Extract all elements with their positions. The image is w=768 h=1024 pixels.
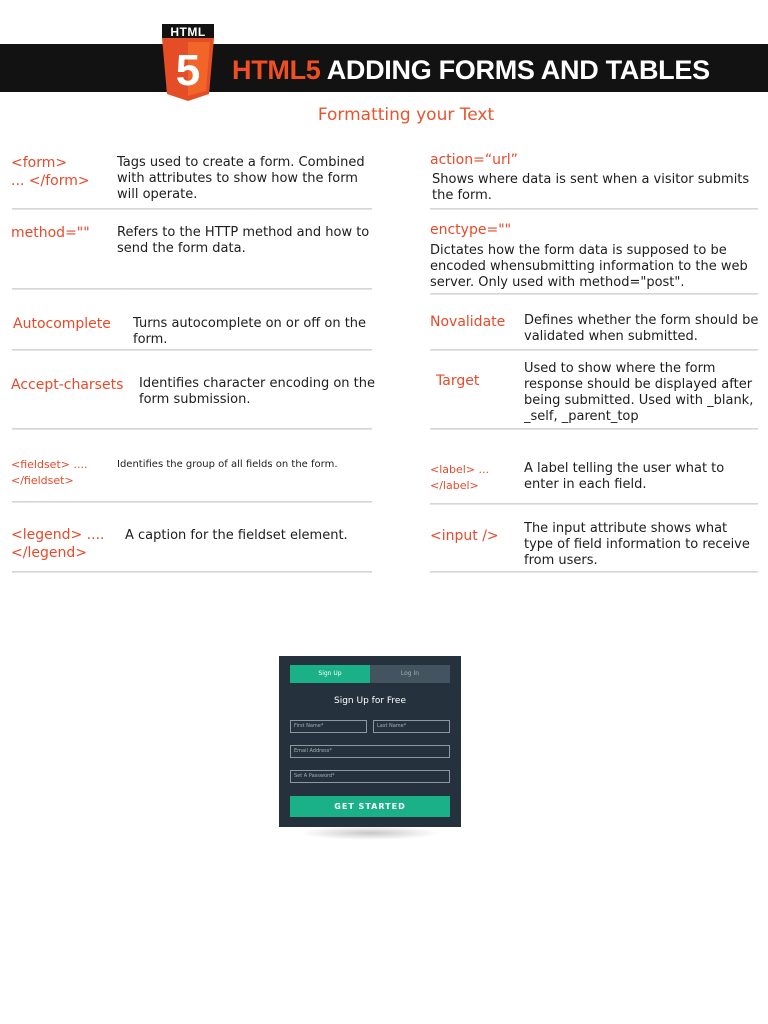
entry-description: Turns autocomplete on or off on the form. bbox=[133, 316, 367, 347]
entry-description: A caption for the fieldset element. bbox=[125, 528, 348, 543]
divider bbox=[12, 349, 372, 351]
entry-term: Autocomplete bbox=[13, 316, 111, 332]
entry-term: Target bbox=[436, 373, 480, 389]
divider bbox=[430, 293, 758, 295]
widget-shadow bbox=[300, 826, 440, 840]
entry-description: Refers to the HTTP method and how to send the form data. bbox=[117, 225, 370, 256]
entry-term: enctype="" bbox=[430, 222, 512, 238]
divider bbox=[12, 501, 372, 503]
signup-heading: Sign Up for Free bbox=[334, 696, 406, 706]
entry-description: Dictates how the form data is supposed to be encoded whensubmitting information to the web server. Only used with method="post". bbox=[430, 243, 748, 290]
divider bbox=[430, 349, 758, 351]
entry-description: A label telling the user what to enter in each field. bbox=[524, 461, 725, 492]
title-rest: ADDING FORMS AND TABLES bbox=[320, 55, 710, 85]
entry-term: <label> ... </label> bbox=[430, 463, 490, 492]
divider bbox=[430, 571, 758, 573]
entry-term: action=“url” bbox=[430, 152, 518, 168]
entry-description: Identifies character encoding on the form submission. bbox=[139, 376, 375, 407]
last-name-field[interactable]: Last Name* bbox=[373, 720, 450, 733]
divider bbox=[430, 428, 758, 430]
entry-term: <form> ... </form> bbox=[11, 155, 90, 189]
entry-term: method="" bbox=[11, 225, 90, 241]
divider bbox=[12, 208, 372, 210]
entry-term: Accept-charsets bbox=[11, 377, 124, 393]
entry-description: Used to show where the form response should be displayed after being submitted. Used with _blank, _self, _parent_top bbox=[524, 361, 754, 424]
divider bbox=[12, 428, 372, 430]
password-field[interactable]: Set A Password* bbox=[290, 770, 450, 783]
tab-sign-up[interactable]: Sign Up bbox=[290, 665, 370, 683]
entry-term: <fieldset> .... </fieldset> bbox=[11, 458, 88, 487]
entry-description: Tags used to create a form. Combined with attributes to show how the form will operate. bbox=[117, 155, 365, 202]
divider bbox=[430, 503, 758, 505]
tab-log-in[interactable]: Log In bbox=[370, 665, 450, 683]
entry-term: Novalidate bbox=[430, 314, 506, 330]
entry-description: The input attribute shows what type of field information to receive from users. bbox=[524, 521, 750, 568]
divider bbox=[430, 208, 758, 210]
entry-term: <input /> bbox=[430, 528, 499, 544]
divider bbox=[12, 288, 372, 290]
logo-text: HTML bbox=[170, 25, 206, 39]
email-field[interactable]: Email Address* bbox=[290, 745, 450, 758]
first-name-field[interactable]: First Name* bbox=[290, 720, 367, 733]
signup-form-illustration bbox=[279, 656, 461, 827]
section-subtitle: Formatting your Text bbox=[317, 105, 495, 125]
entry-description: Identifies the group of all fields on the form. bbox=[117, 459, 338, 470]
divider bbox=[12, 571, 372, 573]
entry-term: <legend> .... </legend> bbox=[11, 527, 105, 561]
get-started-button[interactable]: GET STARTED bbox=[290, 796, 450, 817]
logo-numeral: 5 bbox=[175, 46, 201, 95]
entry-description: Shows where data is sent when a visitor submits the form. bbox=[432, 172, 750, 203]
page-title bbox=[232, 53, 710, 87]
title-accent: HTML5 bbox=[232, 55, 321, 85]
entry-description: Defines whether the form should be validated when submitted. bbox=[524, 313, 759, 344]
